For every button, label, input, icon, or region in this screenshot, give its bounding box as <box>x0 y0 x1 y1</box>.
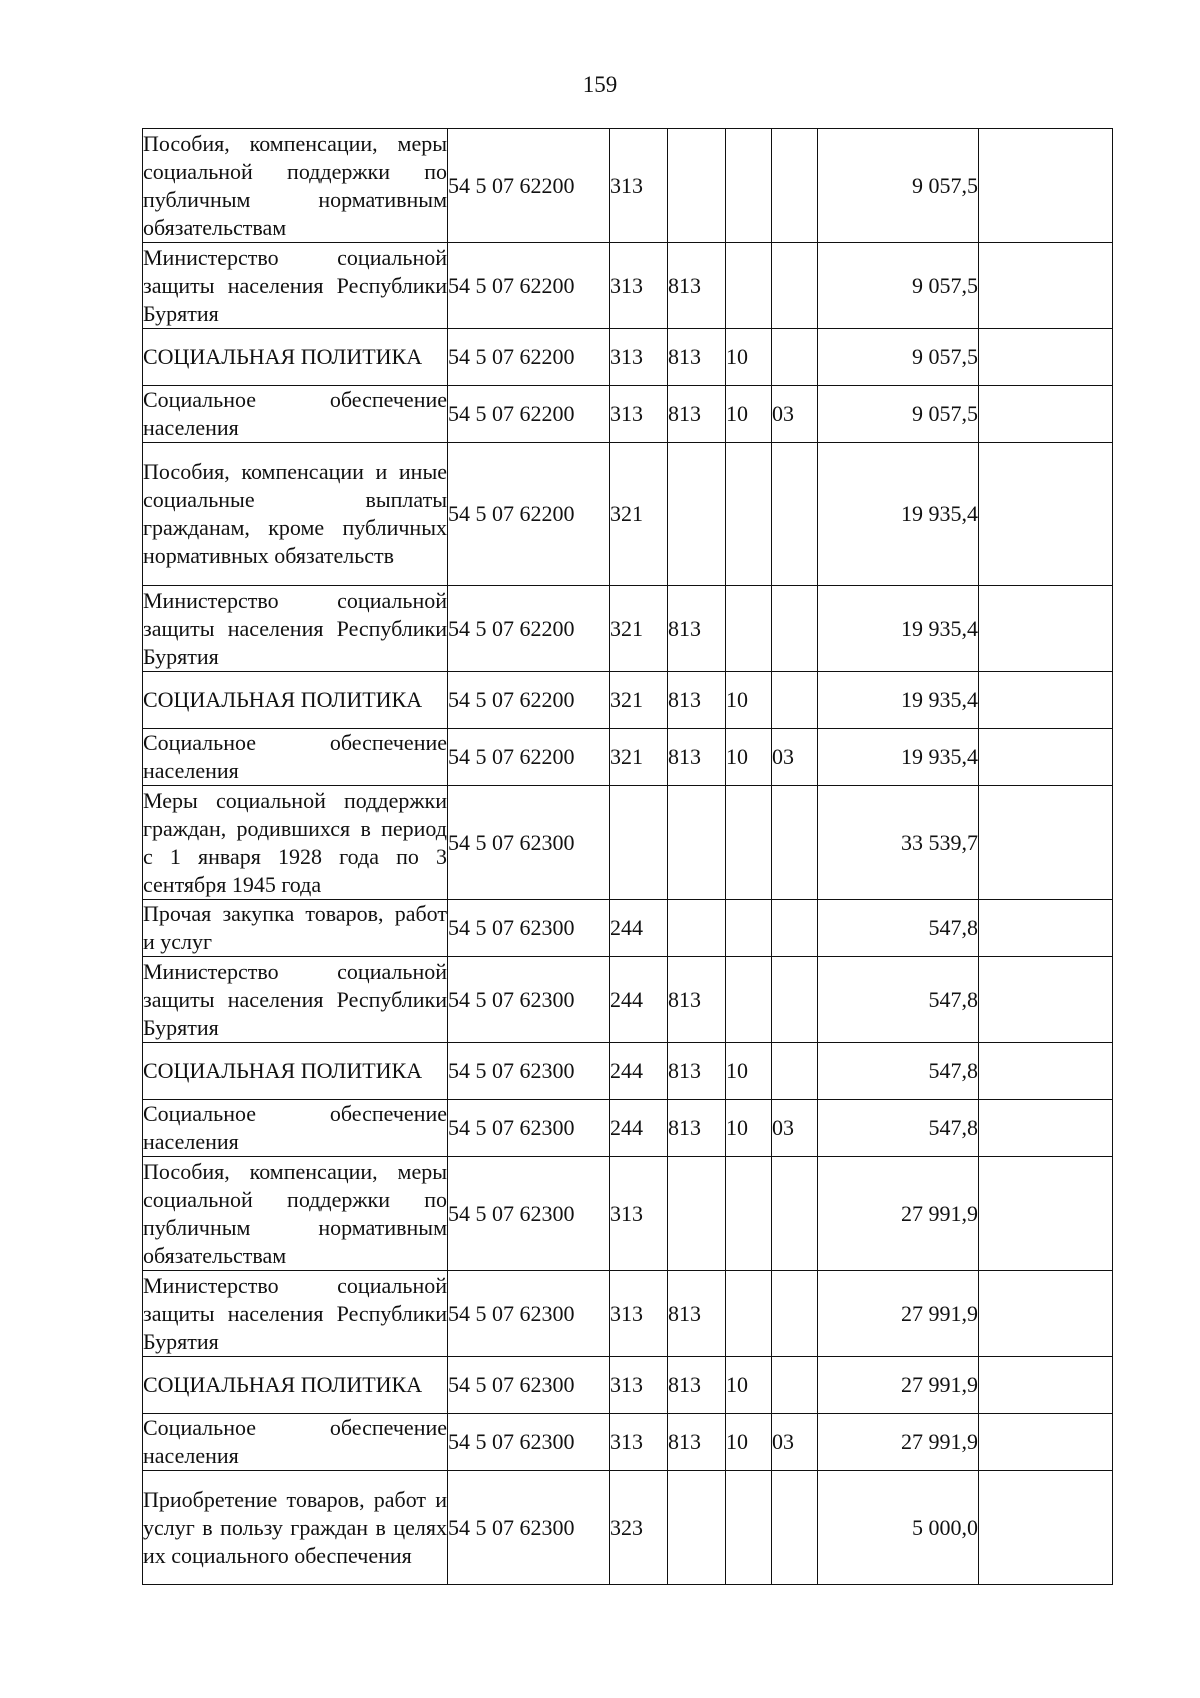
administrator-cell: 813 <box>668 672 726 729</box>
section-cell <box>726 1471 772 1585</box>
item-name-cell: СОЦИАЛЬНАЯ ПОЛИТИКА <box>143 672 448 729</box>
target-article-cell: 54 5 07 62200 <box>448 386 610 443</box>
extra-cell <box>979 729 1113 786</box>
amount-cell: 9 057,5 <box>818 329 979 386</box>
subsection-cell <box>772 1471 818 1585</box>
table-row <box>143 957 1113 1043</box>
amount-cell: 33 539,7 <box>818 786 979 900</box>
amount-cell: 547,8 <box>818 900 979 957</box>
subsection-cell <box>772 586 818 672</box>
section-cell <box>726 243 772 329</box>
item-name-cell: Социальное обеспечение населения <box>143 386 448 443</box>
table-row <box>143 1471 1113 1585</box>
subsection-cell: 03 <box>772 1414 818 1471</box>
table-row <box>143 1157 1113 1271</box>
item-name-cell: Министерство социальной защиты населения Республики Бурятия <box>143 586 448 672</box>
extra-cell <box>979 786 1113 900</box>
section-cell <box>726 786 772 900</box>
section-cell <box>726 1157 772 1271</box>
expense-type-cell: 244 <box>610 1043 668 1100</box>
item-name-cell: Социальное обеспечение населения <box>143 1414 448 1471</box>
table-row <box>143 386 1113 443</box>
amount-cell: 27 991,9 <box>818 1157 979 1271</box>
extra-cell <box>979 957 1113 1043</box>
amount-cell: 547,8 <box>818 1043 979 1100</box>
extra-cell <box>979 443 1113 586</box>
expense-type-cell <box>610 786 668 900</box>
item-name-cell: СОЦИАЛЬНАЯ ПОЛИТИКА <box>143 1357 448 1414</box>
expense-type-cell: 244 <box>610 1100 668 1157</box>
table-row <box>143 1414 1113 1471</box>
administrator-cell: 813 <box>668 957 726 1043</box>
amount-cell: 27 991,9 <box>818 1271 979 1357</box>
target-article-cell: 54 5 07 62200 <box>448 329 610 386</box>
item-name-cell: Пособия, компенсации и иные социальные выплаты гражданам, кроме публичных нормативных обязательств <box>143 443 448 586</box>
amount-cell: 547,8 <box>818 957 979 1043</box>
item-name-cell: Пособия, компенсации, меры социальной поддержки по публичным нормативным обязательствам <box>143 1157 448 1271</box>
subsection-cell <box>772 900 818 957</box>
section-cell: 10 <box>726 1043 772 1100</box>
administrator-cell: 813 <box>668 386 726 443</box>
table-row <box>143 129 1113 243</box>
table-row <box>143 900 1113 957</box>
section-cell <box>726 129 772 243</box>
page-number: 159 <box>582 72 618 97</box>
amount-cell: 9 057,5 <box>818 129 979 243</box>
target-article-cell: 54 5 07 62200 <box>448 243 610 329</box>
extra-cell <box>979 900 1113 957</box>
section-cell <box>726 957 772 1043</box>
target-article-cell: 54 5 07 62200 <box>448 129 610 243</box>
section-cell: 10 <box>726 1414 772 1471</box>
section-cell: 10 <box>726 1100 772 1157</box>
extra-cell <box>979 386 1113 443</box>
administrator-cell <box>668 1471 726 1585</box>
expense-type-cell: 244 <box>610 957 668 1043</box>
table-row <box>143 1043 1113 1100</box>
item-name-cell: Социальное обеспечение населения <box>143 1100 448 1157</box>
subsection-cell: 03 <box>772 386 818 443</box>
expense-type-cell: 321 <box>610 586 668 672</box>
target-article-cell: 54 5 07 62200 <box>448 729 610 786</box>
budget-table <box>142 128 1113 1585</box>
table-row <box>143 586 1113 672</box>
administrator-cell: 813 <box>668 1414 726 1471</box>
target-article-cell: 54 5 07 62300 <box>448 900 610 957</box>
section-cell <box>726 1271 772 1357</box>
expense-type-cell: 313 <box>610 129 668 243</box>
table-row <box>143 329 1113 386</box>
table-row <box>143 443 1113 586</box>
administrator-cell: 813 <box>668 586 726 672</box>
subsection-cell <box>772 1043 818 1100</box>
section-cell <box>726 900 772 957</box>
table-row <box>143 243 1113 329</box>
extra-cell <box>979 586 1113 672</box>
section-cell <box>726 443 772 586</box>
expense-type-cell: 313 <box>610 1357 668 1414</box>
target-article-cell: 54 5 07 62200 <box>448 586 610 672</box>
expense-type-cell: 321 <box>610 729 668 786</box>
subsection-cell <box>772 957 818 1043</box>
amount-cell: 19 935,4 <box>818 672 979 729</box>
section-cell <box>726 586 772 672</box>
subsection-cell: 03 <box>772 1100 818 1157</box>
amount-cell: 9 057,5 <box>818 386 979 443</box>
section-cell: 10 <box>726 729 772 786</box>
subsection-cell <box>772 786 818 900</box>
subsection-cell <box>772 1157 818 1271</box>
administrator-cell <box>668 129 726 243</box>
amount-cell: 27 991,9 <box>818 1357 979 1414</box>
administrator-cell <box>668 1157 726 1271</box>
expense-type-cell: 321 <box>610 443 668 586</box>
expense-type-cell: 323 <box>610 1471 668 1585</box>
expense-type-cell: 321 <box>610 672 668 729</box>
section-cell: 10 <box>726 1357 772 1414</box>
target-article-cell: 54 5 07 62300 <box>448 1414 610 1471</box>
target-article-cell: 54 5 07 62300 <box>448 1100 610 1157</box>
extra-cell <box>979 1271 1113 1357</box>
item-name-cell: Меры социальной поддержки граждан, родившихся в период с 1 января 1928 года по 3 сентября 1945 года <box>143 786 448 900</box>
administrator-cell: 813 <box>668 1043 726 1100</box>
item-name-cell: Прочая закупка товаров, работ и услуг <box>143 900 448 957</box>
table-row <box>143 672 1113 729</box>
administrator-cell: 813 <box>668 1271 726 1357</box>
table-row <box>143 786 1113 900</box>
extra-cell <box>979 1357 1113 1414</box>
item-name-cell: Приобретение товаров, работ и услуг в пользу граждан в целях их социального обеспечения <box>143 1471 448 1585</box>
item-name-cell: СОЦИАЛЬНАЯ ПОЛИТИКА <box>143 329 448 386</box>
subsection-cell: 03 <box>772 729 818 786</box>
subsection-cell <box>772 443 818 586</box>
expense-type-cell: 313 <box>610 386 668 443</box>
item-name-cell: Пособия, компенсации, меры социальной поддержки по публичным нормативным обязательствам <box>143 129 448 243</box>
table-row <box>143 1357 1113 1414</box>
subsection-cell <box>772 129 818 243</box>
table-row <box>143 1100 1113 1157</box>
amount-cell: 19 935,4 <box>818 443 979 586</box>
administrator-cell <box>668 900 726 957</box>
target-article-cell: 54 5 07 62300 <box>448 1043 610 1100</box>
table-body <box>143 129 1113 1585</box>
target-article-cell: 54 5 07 62200 <box>448 443 610 586</box>
item-name-cell: Министерство социальной защиты населения Республики Бурятия <box>143 957 448 1043</box>
extra-cell <box>979 1100 1113 1157</box>
expense-type-cell: 313 <box>610 329 668 386</box>
amount-cell: 547,8 <box>818 1100 979 1157</box>
extra-cell <box>979 243 1113 329</box>
item-name-cell: Социальное обеспечение населения <box>143 729 448 786</box>
subsection-cell <box>772 243 818 329</box>
administrator-cell: 813 <box>668 1357 726 1414</box>
amount-cell: 27 991,9 <box>818 1414 979 1471</box>
target-article-cell: 54 5 07 62300 <box>448 1471 610 1585</box>
target-article-cell: 54 5 07 62300 <box>448 957 610 1043</box>
subsection-cell <box>772 1271 818 1357</box>
subsection-cell <box>772 1357 818 1414</box>
target-article-cell: 54 5 07 62300 <box>448 786 610 900</box>
subsection-cell <box>772 672 818 729</box>
table-row <box>143 1271 1113 1357</box>
section-cell: 10 <box>726 672 772 729</box>
expense-type-cell: 313 <box>610 1271 668 1357</box>
item-name-cell: Министерство социальной защиты населения Республики Бурятия <box>143 1271 448 1357</box>
item-name-cell: Министерство социальной защиты населения Республики Бурятия <box>143 243 448 329</box>
amount-cell: 9 057,5 <box>818 243 979 329</box>
section-cell: 10 <box>726 329 772 386</box>
administrator-cell: 813 <box>668 1100 726 1157</box>
extra-cell <box>979 1414 1113 1471</box>
extra-cell <box>979 1471 1113 1585</box>
amount-cell: 5 000,0 <box>818 1471 979 1585</box>
subsection-cell <box>772 329 818 386</box>
amount-cell: 19 935,4 <box>818 729 979 786</box>
expense-type-cell: 313 <box>610 1414 668 1471</box>
item-name-cell: СОЦИАЛЬНАЯ ПОЛИТИКА <box>143 1043 448 1100</box>
table-row <box>143 729 1113 786</box>
target-article-cell: 54 5 07 62300 <box>448 1157 610 1271</box>
expense-type-cell: 313 <box>610 1157 668 1271</box>
extra-cell <box>979 329 1113 386</box>
administrator-cell: 813 <box>668 729 726 786</box>
extra-cell <box>979 672 1113 729</box>
extra-cell <box>979 1043 1113 1100</box>
target-article-cell: 54 5 07 62300 <box>448 1357 610 1414</box>
expense-type-cell: 244 <box>610 900 668 957</box>
administrator-cell: 813 <box>668 329 726 386</box>
target-article-cell: 54 5 07 62300 <box>448 1271 610 1357</box>
administrator-cell <box>668 443 726 586</box>
amount-cell: 19 935,4 <box>818 586 979 672</box>
extra-cell <box>979 129 1113 243</box>
administrator-cell: 813 <box>668 243 726 329</box>
extra-cell <box>979 1157 1113 1271</box>
section-cell: 10 <box>726 386 772 443</box>
expense-type-cell: 313 <box>610 243 668 329</box>
administrator-cell <box>668 786 726 900</box>
target-article-cell: 54 5 07 62200 <box>448 672 610 729</box>
